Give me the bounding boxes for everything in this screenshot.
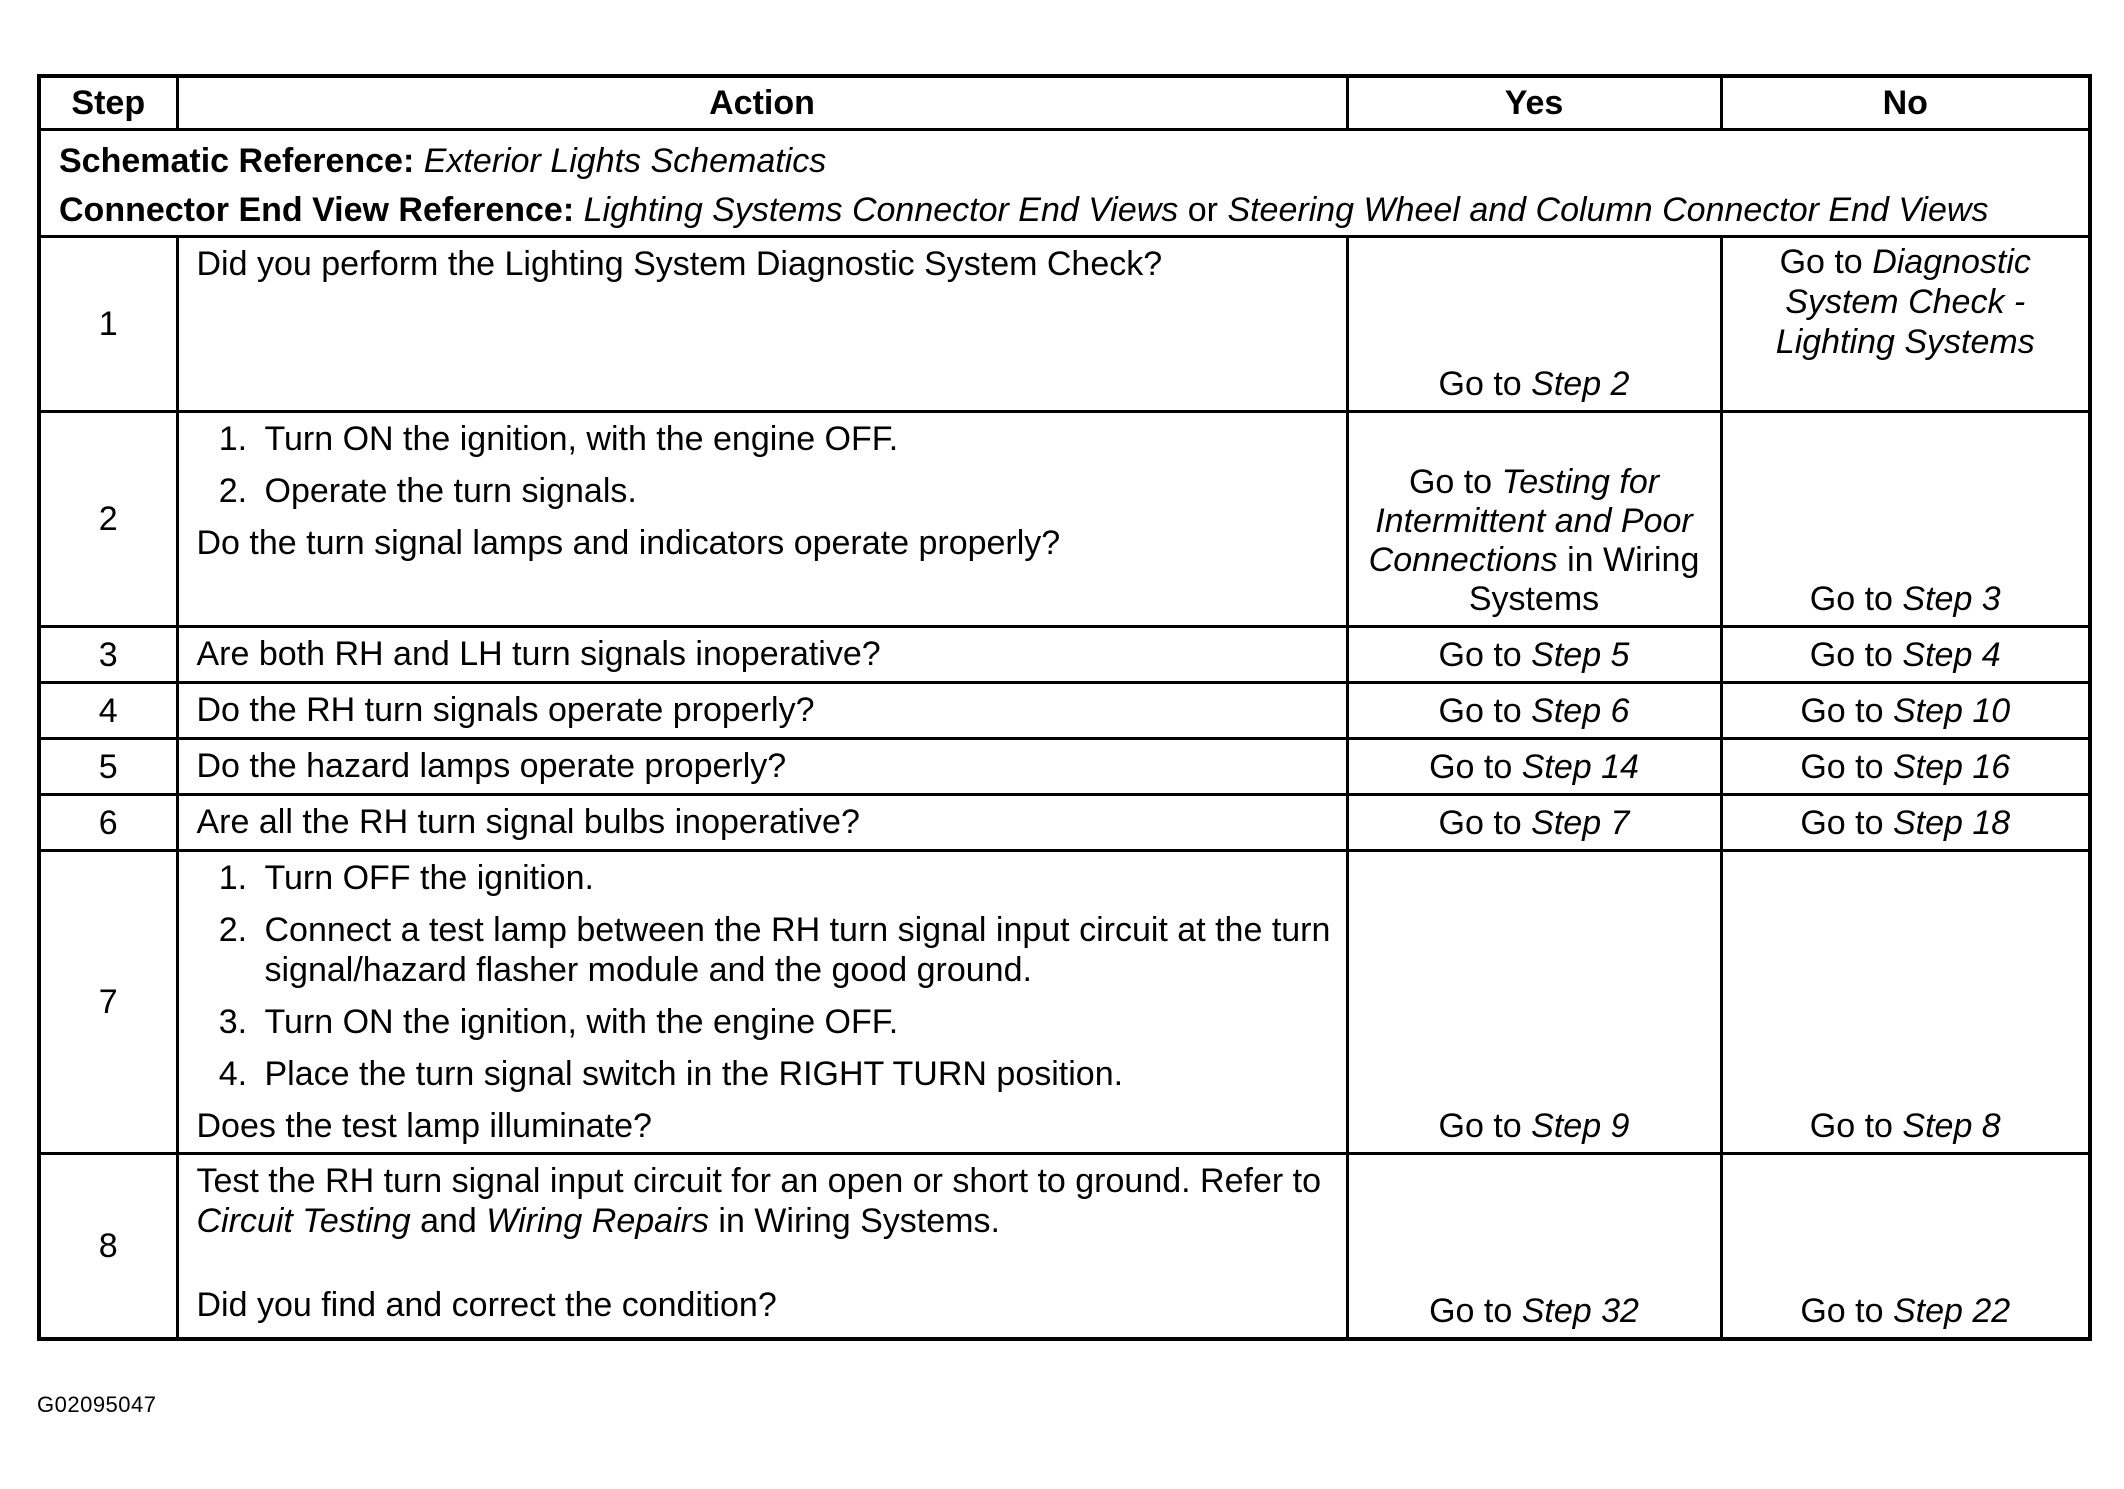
action-cell — [177, 739, 1347, 795]
yes-cell — [1347, 1154, 1721, 1339]
schematic-reference-label: Schematic Reference: — [59, 142, 415, 180]
substep-list — [197, 858, 1332, 1094]
action-instruction-text: Test the RH turn signal input circuit for an open or short to ground. Refer to — [196, 1162, 1321, 1200]
connector-reference-value-1: Lighting Systems Connector End Views — [583, 191, 1179, 229]
header-step: Step — [39, 76, 177, 130]
step-number: 6 — [39, 795, 177, 851]
no-cell — [1721, 851, 2090, 1154]
go-to-label: Go to — [1429, 1291, 1513, 1330]
action-reference-1: Circuit Testing — [196, 1202, 411, 1240]
action-question: Did you find and correct the condition? — [196, 1286, 777, 1324]
go-to-label: Go to — [1800, 692, 1884, 730]
no-cell — [1721, 795, 2090, 851]
action-cell — [177, 412, 1347, 627]
go-to-label: Go to — [1779, 243, 1863, 281]
step-number: 7 — [39, 851, 177, 1154]
substep-item: 4. Place the turn signal switch in the RIGHT TURN position. — [257, 1054, 1332, 1094]
substep-item: 1. Turn ON the ignition, with the engine OFF. — [257, 419, 1332, 459]
yes-cell — [1347, 627, 1721, 683]
no-cell — [1721, 683, 2090, 739]
no-cell — [1721, 1154, 2090, 1339]
yes-cell — [1347, 683, 1721, 739]
no-cell — [1721, 739, 2090, 795]
diagnostic-table — [37, 74, 2092, 1341]
step-row-5 — [39, 739, 2090, 795]
go-to-label: Go to — [1809, 1107, 1893, 1145]
step-number: 4 — [39, 683, 177, 739]
step-number: 5 — [39, 739, 177, 795]
yes-target: Step 7 — [1531, 804, 1630, 842]
yes-target: Step 6 — [1531, 692, 1630, 730]
step-number: 8 — [39, 1154, 177, 1339]
go-to-label: Go to — [1438, 636, 1522, 674]
step-number: 3 — [39, 627, 177, 683]
no-target: Step 22 — [1892, 1291, 2011, 1330]
reference-cell — [39, 130, 2090, 237]
yes-target: Step 32 — [1521, 1291, 1639, 1330]
yes-target: Step 5 — [1531, 636, 1630, 674]
action-cell — [177, 795, 1347, 851]
go-to-label: Go to — [1438, 1107, 1522, 1145]
action-question: Did you perform the Lighting System Diagnostic System Check? — [196, 245, 1163, 283]
substep-item: 2. Connect a test lamp between the RH turn signal input circuit at the turn signal/hazard flasher module and the good ground. — [257, 910, 1332, 990]
go-to-label: Go to — [1429, 748, 1513, 786]
header-yes: Yes — [1347, 76, 1721, 130]
no-cell — [1721, 627, 2090, 683]
go-to-label: Go to — [1800, 748, 1884, 786]
go-to-label: Go to — [1438, 365, 1522, 403]
yes-target: Step 9 — [1531, 1107, 1630, 1145]
substep-item: 1. Turn OFF the ignition. — [257, 858, 1332, 898]
step-row-3 — [39, 627, 2090, 683]
action-cell — [177, 1154, 1347, 1339]
step-number: 2 — [39, 412, 177, 627]
action-instruction-suffix: in Wiring Systems. — [708, 1202, 1000, 1240]
substep-item: 3. Turn ON the ignition, with the engine OFF. — [257, 1002, 1332, 1042]
action-question: Does the test lamp illuminate? — [196, 1107, 652, 1145]
yes-cell — [1347, 237, 1721, 412]
action-cell — [177, 851, 1347, 1154]
no-target: Diagnostic System Check - Lighting Systems — [1775, 243, 2035, 361]
action-and: and — [410, 1202, 487, 1240]
step-row-1 — [39, 237, 2090, 412]
yes-cell — [1347, 412, 1721, 627]
step-row-7 — [39, 851, 2090, 1154]
go-to-label: Go to — [1438, 692, 1522, 730]
action-reference-2: Wiring Repairs — [486, 1202, 709, 1240]
step-row-2 — [39, 412, 2090, 627]
action-question: Are all the RH turn signal bulbs inoperative? — [196, 803, 860, 841]
header-row — [39, 76, 2090, 130]
go-to-label: Go to — [1408, 463, 1493, 501]
connector-reference-label: Connector End View Reference: — [59, 191, 575, 229]
connector-reference — [59, 193, 2070, 227]
no-cell — [1721, 412, 2090, 627]
action-question: Do the RH turn signals operate properly? — [196, 691, 815, 729]
no-target: Step 10 — [1892, 692, 2011, 730]
no-target: Step 4 — [1902, 636, 2001, 674]
no-target: Step 3 — [1902, 580, 2001, 618]
action-question: Do the hazard lamps operate properly? — [196, 747, 787, 785]
yes-cell — [1347, 739, 1721, 795]
substep-item: 2. Operate the turn signals. — [257, 471, 1332, 511]
action-cell — [177, 237, 1347, 412]
substep-list — [197, 419, 1332, 511]
action-question: Do the turn signal lamps and indicators operate properly? — [196, 524, 1061, 562]
action-cell — [177, 627, 1347, 683]
spacer — [197, 1241, 1332, 1285]
yes-cell — [1347, 795, 1721, 851]
connector-reference-value-2: Steering Wheel and Column Connector End Views — [1227, 191, 1989, 229]
step-number: 1 — [39, 237, 177, 412]
header-no: No — [1721, 76, 2090, 130]
action-cell — [177, 683, 1347, 739]
go-to-label: Go to — [1438, 804, 1522, 842]
yes-cell — [1347, 851, 1721, 1154]
step-row-6 — [39, 795, 2090, 851]
no-cell — [1721, 237, 2090, 412]
schematic-reference-value: Exterior Lights Schematics — [423, 142, 827, 180]
step-row-4 — [39, 683, 2090, 739]
no-target: Step 16 — [1892, 748, 2011, 786]
figure-id: G02095047 — [37, 1392, 157, 1417]
no-target: Step 8 — [1902, 1107, 2001, 1145]
yes-target: Testing for Intermittent and Poor Connections — [1368, 463, 1693, 579]
action-instruction — [197, 1161, 1332, 1241]
go-to-label: Go to — [1809, 636, 1893, 674]
schematic-reference — [59, 141, 2070, 181]
go-to-label: Go to — [1800, 1291, 1884, 1330]
step-row-8 — [39, 1154, 2090, 1339]
yes-target: Step 14 — [1521, 748, 1639, 786]
action-question: Are both RH and LH turn signals inoperative? — [196, 635, 881, 673]
go-to-label: Go to — [1800, 804, 1884, 842]
yes-target: Step 2 — [1531, 365, 1630, 403]
reference-row — [39, 130, 2090, 237]
go-to-label: Go to — [1809, 580, 1893, 618]
header-action: Action — [177, 76, 1347, 130]
yes-target-suffix: in Wiring Systems — [1468, 541, 1700, 618]
connector-reference-or: or — [1178, 191, 1228, 229]
no-target: Step 18 — [1892, 804, 2011, 842]
